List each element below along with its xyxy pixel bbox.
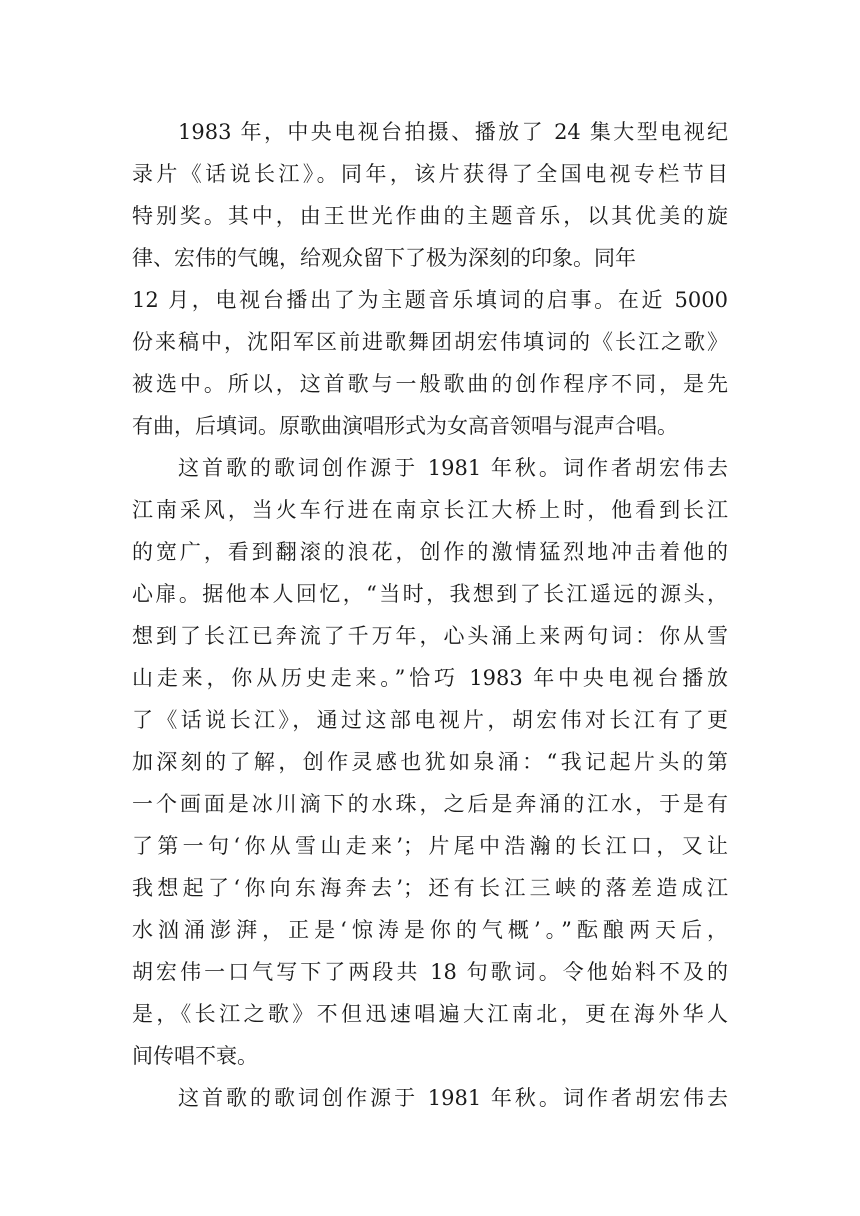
paragraph-2-line-1: 这首歌的歌词创作源于 1981 年秋。词作者胡宏伟去: [178, 456, 728, 480]
paragraph-2-line-2: 江南采风，当火车行进在南京长江大桥上时，他看到长江: [132, 498, 728, 522]
paragraph-2-line-6: 山走来，你从历史走来。”恰巧 1983 年中央电视台播放: [132, 666, 728, 690]
paragraph-2-line-4: 心扉。据他本人回忆，“当时，我想到了长江遥远的源头，: [132, 582, 728, 606]
paragraph-2-line-15: 间传唱不衰。: [132, 1044, 258, 1068]
paragraph-2-line-14: 是，《长江之歌》不但迅速唱遍大江南北，更在海外华人: [132, 1002, 728, 1026]
paragraph-1-line-8: 有曲，后填词。原歌曲演唱形式为女高音领唱与混声合唱。: [132, 414, 678, 438]
paragraph-2-line-12: 水汹涌澎湃，正是‘惊涛是你的气概’。”酝酿两天后，: [132, 918, 728, 942]
paragraph-2-line-3: 的宽广，看到翻滚的浪花，创作的激情猛烈地冲击着他的: [132, 540, 728, 564]
paragraph-3-line-1: 这首歌的歌词创作源于 1981 年秋。词作者胡宏伟去: [178, 1086, 728, 1110]
paragraph-2-line-13: 胡宏伟一口气写下了两段共 18 句歌词。令他始料不及的: [132, 960, 728, 984]
paragraph-1-line-2: 录片《话说长江》。同年，该片获得了全国电视专栏节目: [132, 162, 728, 186]
paragraph-1-line-1: 1983 年，中央电视台拍摄、播放了 24 集大型电视纪: [178, 120, 728, 144]
paragraph-1-line-4: 律、宏伟的气魄，给观众留下了极为深刻的印象。同年: [132, 246, 636, 270]
paragraph-2-line-11: 我想起了‘你向东海奔去’；还有长江三峡的落差造成江: [132, 876, 728, 900]
paragraph-1-line-3: 特别奖。其中，由王世光作曲的主题音乐，以其优美的旋: [132, 204, 728, 228]
paragraph-2-line-9: 一个画面是冰川滴下的水珠，之后是奔涌的江水，于是有: [132, 792, 728, 816]
paragraph-1-line-6: 份来稿中，沈阳军区前进歌舞团胡宏伟填词的《长江之歌》: [132, 330, 728, 354]
paragraph-1-line-7: 被选中。所以，这首歌与一般歌曲的创作程序不同，是先: [132, 372, 728, 396]
paragraph-1-line-5: 12 月，电视台播出了为主题音乐填词的启事。在近 5000: [132, 288, 728, 312]
paragraph-2-line-5: 想到了长江已奔流了千万年，心头涌上来两句词：你从雪: [132, 624, 728, 648]
paragraph-2-line-8: 加深刻的了解，创作灵感也犹如泉涌：“我记起片头的第: [132, 750, 728, 774]
paragraph-2-line-7: 了《话说长江》，通过这部电视片，胡宏伟对长江有了更: [132, 708, 728, 732]
paragraph-2-line-10: 了第一句‘你从雪山走来’；片尾中浩瀚的长江口，又让: [132, 834, 728, 858]
